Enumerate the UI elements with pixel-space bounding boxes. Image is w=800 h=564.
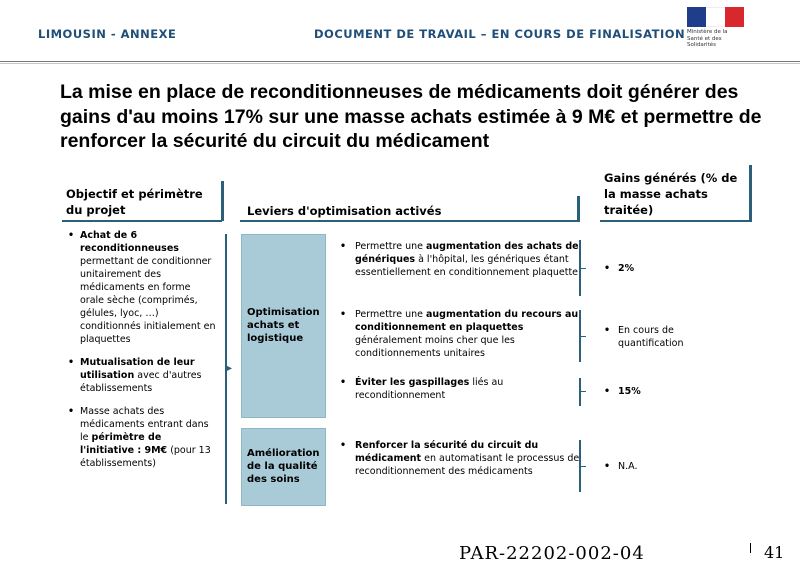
column-header-levers: Leviers d'optimisation activés xyxy=(247,204,442,218)
column-header-bar xyxy=(221,181,224,221)
objectives-list xyxy=(66,229,216,470)
gain-value: • N.A. xyxy=(604,460,768,473)
category-label: Amélioration de la qualité des soins xyxy=(247,448,320,485)
gain-value: • 15% xyxy=(604,385,768,398)
arrow-right-icon: ▸ xyxy=(227,363,233,374)
page-number: 41 xyxy=(764,543,785,562)
objective-item: • Mutualisation de leur utilisation avec d'autres établissements xyxy=(66,356,216,395)
gain-bracket-tick xyxy=(580,391,586,392)
column-header-bar xyxy=(577,196,580,221)
column-header-bar xyxy=(749,165,752,221)
column-header-objective: Objectif et périmètre du projet xyxy=(66,187,203,217)
column-header-underline xyxy=(240,220,580,222)
ministry-logo xyxy=(687,7,745,49)
category-box-optimisation xyxy=(241,234,326,418)
category-box-qualite xyxy=(241,428,326,506)
french-flag-icon xyxy=(687,7,744,27)
gain-value: • 2% xyxy=(604,262,768,275)
column-header-underline xyxy=(600,220,752,222)
header-divider-secondary xyxy=(0,63,800,64)
gain-value: • En cours de quantification xyxy=(604,324,728,350)
gain-bracket-tick xyxy=(580,466,586,467)
column-header-underline xyxy=(62,220,222,222)
header-divider xyxy=(0,61,800,62)
footer-reference: PAR-22202-002-04 xyxy=(459,543,645,564)
lever-item: • Permettre une augmentation des achats de génériques à l'hôpital, les génériques étant essentiellement en conditionnement plaquette xyxy=(340,240,591,279)
footer-separator xyxy=(750,543,751,553)
lever-item: • Permettre une augmentation du recours au conditionnement en plaquettes généralement moins cher que les conditionnements unitaires xyxy=(340,308,591,360)
objective-item: • Achat de 6 reconditionneuses permettant de conditionner unitairement des médicaments en forme orale sèche (comprimés, gélules, lyoc, …) conditionnés initialement en plaquettes xyxy=(66,229,216,346)
slide-title: La mise en place de reconditionneuses de médicaments doit générer des gains d'au moins 17% sur une masse achats estimée à 9 M€ et permettre de renforcer la sécurité du circuit du médicament xyxy=(60,81,762,152)
header-left-label: LIMOUSIN - ANNEXE xyxy=(38,27,177,41)
gain-bracket-tick xyxy=(580,268,586,269)
category-label: Optimisation achats et logistique xyxy=(247,307,320,344)
lever-item: • Éviter les gaspillages liés au reconditionnement xyxy=(340,376,591,402)
gain-bracket xyxy=(579,378,581,406)
gain-bracket-tick xyxy=(580,336,586,337)
column-header-gains: Gains générés (% de la masse achats traitée) xyxy=(604,171,738,217)
logo-ministry-text: Ministère de la Santé et des Solidarités xyxy=(687,29,728,48)
lever-item: • Renforcer la sécurité du circuit du médicament en automatisant le processus de reconditionnement des médicaments xyxy=(340,439,591,478)
objective-item: • Masse achats des médicaments entrant dans le périmètre de l'initiative : 9M€ (pour 13 établissements) xyxy=(66,405,216,470)
header-center-label: DOCUMENT DE TRAVAIL – EN COURS DE FINALISATION xyxy=(314,27,686,41)
